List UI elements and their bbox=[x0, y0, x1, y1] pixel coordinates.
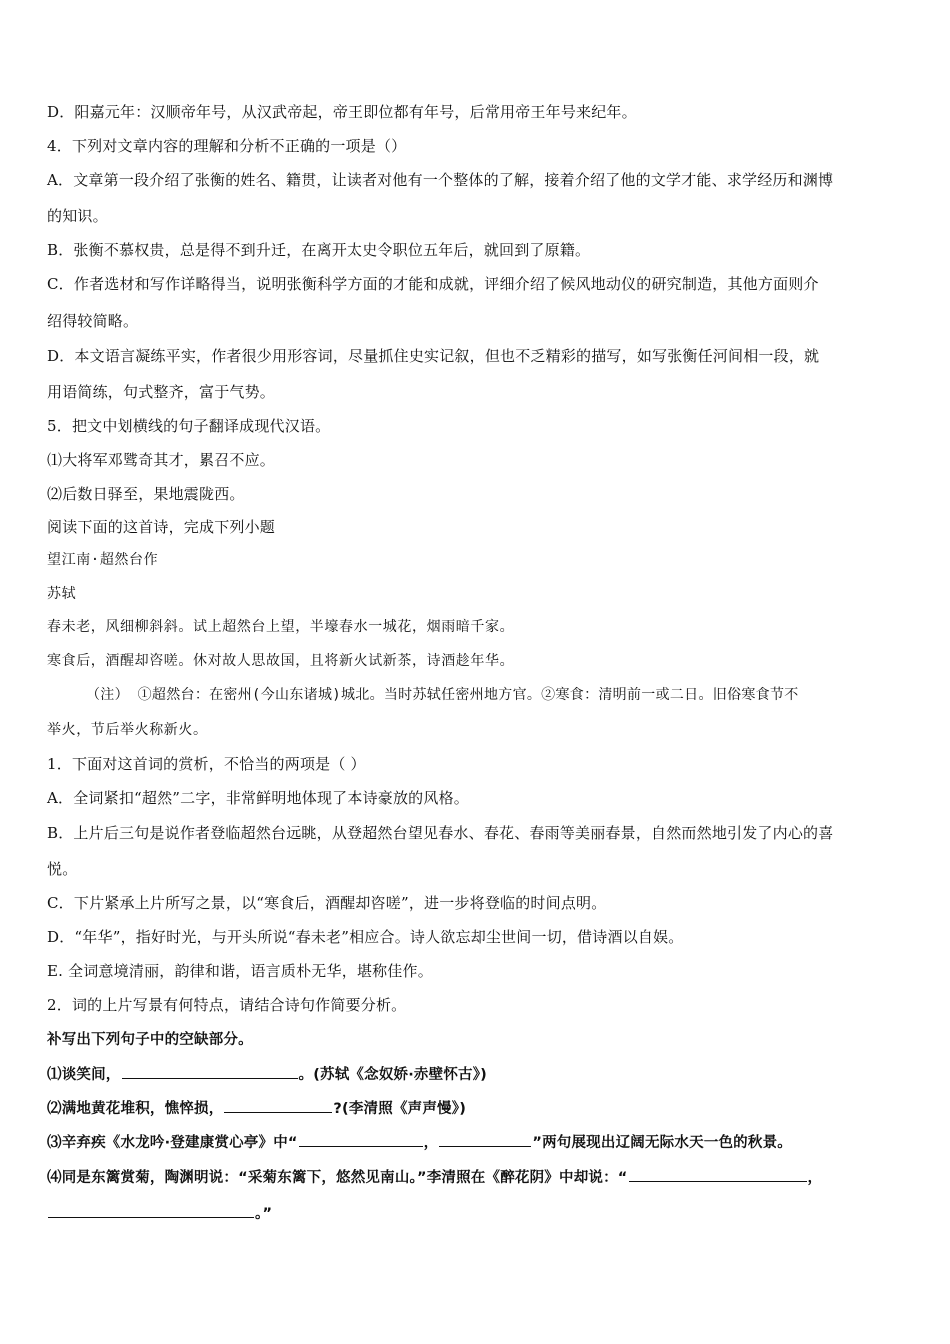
fill-item2-prefix: ⑵满地黄花堆积，憔悴损， bbox=[47, 1101, 224, 1117]
answer-blank[interactable] bbox=[629, 1166, 807, 1182]
poem-title: 望江南·超然台作 bbox=[47, 552, 159, 568]
q5-stem: 5．把文中划横线的句子翻译成现代汉语。 bbox=[47, 417, 331, 435]
poem-note-line1: （注） ①超然台：在密州(今山东诸城)城北。当时苏轼任密州地方官。②寒食：清明前一或二日。旧俗寒食节不 bbox=[86, 687, 799, 703]
fill-item1-prefix: ⑴谈笑间， bbox=[47, 1067, 121, 1083]
fill-item1-suffix: 。(苏轼《念奴娇·赤壁怀古》) bbox=[298, 1067, 488, 1083]
fill-item2 bbox=[47, 1097, 907, 1119]
pq1-option-d: D．“年华”，指好时光，与开头所说“春未老”相应合。诗人欲忘却尘世间一切，借诗酒以自娱。 bbox=[47, 928, 684, 946]
pq1-option-b-line2: 悦。 bbox=[47, 860, 78, 878]
fill-item3-mid: ， bbox=[423, 1135, 439, 1151]
fill-item4-line1 bbox=[47, 1166, 907, 1188]
q5-item1: ⑴大将军邓骘奇其才，累召不应。 bbox=[47, 451, 276, 469]
fill-item4-line2 bbox=[47, 1202, 907, 1224]
answer-blank[interactable] bbox=[439, 1131, 531, 1147]
answer-blank[interactable] bbox=[48, 1202, 254, 1218]
q5-item2: ⑵后数日驿至，果地震陇西。 bbox=[47, 485, 245, 503]
fill-item3-suffix: ”两句展现出辽阔无际水天一色的秋景。 bbox=[532, 1135, 792, 1151]
fill-item4-prefix: ⑷同是东篱赏菊，陶渊明说：“采菊东篱下，悠然见南山。”李清照在《醉花阴》中却说：“ bbox=[47, 1170, 628, 1186]
pq1-option-c: C．下片紧承上片所写之景，以“寒食后，酒醒却咨嗟”，进一步将登临的时间点明。 bbox=[47, 894, 607, 912]
q4-option-a-line1: A．文章第一段介绍了张衡的姓名、籍贯，让读者对他有一个整体的了解，接着介绍了他的文学才能、求学经历和渊博 bbox=[47, 171, 834, 189]
fill-item4-end: 。” bbox=[255, 1206, 273, 1222]
fill-item1 bbox=[47, 1063, 907, 1085]
pq1-option-e: E. 全词意境清丽，韵律和谐，语言质朴无华，堪称佳作。 bbox=[47, 962, 433, 980]
pq1-option-a: A．全词紧扣“超然”二字，非常鲜明地体现了本诗豪放的风格。 bbox=[47, 789, 469, 807]
pq2-stem: 2．词的上片写景有何特点，请结合诗句作简要分析。 bbox=[47, 996, 407, 1014]
q4-option-a-line2: 的知识。 bbox=[47, 207, 108, 225]
fill-item4-comma: ， bbox=[807, 1170, 823, 1186]
q4-option-d-line2: 用语简练，句式整齐，富于气势。 bbox=[47, 383, 276, 401]
answer-blank[interactable] bbox=[122, 1063, 298, 1079]
fill-item3 bbox=[47, 1131, 907, 1153]
answer-blank[interactable] bbox=[299, 1131, 423, 1147]
fill-item3-prefix: ⑶辛弃疾《水龙吟·登建康赏心亭》中“ bbox=[47, 1135, 298, 1151]
q4-option-c-line1: C．作者选材和写作详略得当，说明张衡科学方面的才能和成就，评细介绍了候风地动仪的研究制造，其他方面则介 bbox=[47, 275, 819, 293]
q4-option-d-line1: D．本文语言凝练平实，作者很少用形容词，尽量抓住史实记叙，但也不乏精彩的描写，如写张衡任河间相一段，就 bbox=[47, 347, 820, 365]
poem-line1: 春未老，风细柳斜斜。试上超然台上望，半壕春水一城花，烟雨暗千家。 bbox=[47, 619, 515, 635]
q4-stem: 4．下列对文章内容的理解和分析不正确的一项是（） bbox=[47, 137, 407, 155]
poem-author: 苏轼 bbox=[47, 586, 77, 602]
answer-blank[interactable] bbox=[224, 1097, 332, 1113]
poem-intro: 阅读下面的这首诗，完成下列小题 bbox=[47, 518, 276, 536]
poem-note-line2: 举火，节后举火称新火。 bbox=[47, 722, 208, 738]
q4-option-c-line2: 绍得较简略。 bbox=[47, 312, 139, 330]
fill-title: 补写出下列句子中的空缺部分。 bbox=[47, 1032, 253, 1048]
fill-item2-suffix: ?(李清照《声声慢》) bbox=[333, 1101, 467, 1117]
pq1-stem: 1．下面对这首词的赏析，不恰当的两项是（ ） bbox=[47, 755, 366, 773]
pq1-option-b-line1: B．上片后三句是说作者登临超然台远眺，从登超然台望见春水、春花、春雨等美丽春景，自然而然地引发了内心的喜 bbox=[47, 824, 834, 842]
poem-line2: 寒食后，酒醒却咨嗟。休对故人思故国，且将新火试新茶，诗酒趁年华。 bbox=[47, 653, 515, 669]
q4-option-b: B．张衡不慕权贵，总是得不到升迁，在离开太史令职位五年后，就回到了原籍。 bbox=[47, 241, 591, 259]
q3-option-d: D．阳嘉元年：汉顺帝年号，从汉武帝起，帝王即位都有年号，后常用帝王年号来纪年。 bbox=[47, 103, 637, 121]
